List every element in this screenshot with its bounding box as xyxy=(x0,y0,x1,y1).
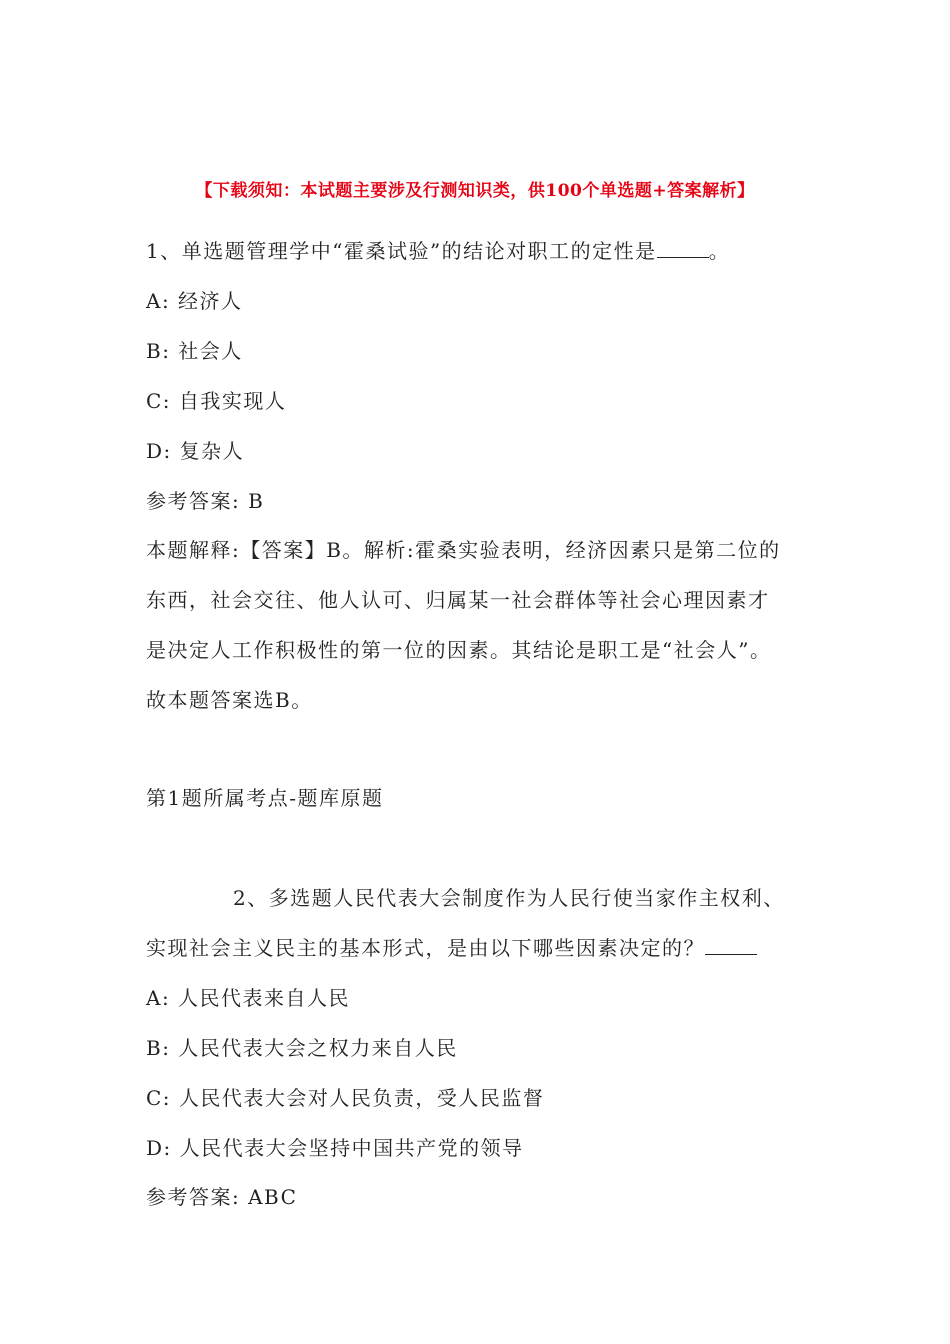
q2-answer-blank xyxy=(705,936,757,955)
q2-answer: 参考答案: ABC xyxy=(146,1185,298,1209)
q1-explanation-line: 是决定人工作积极性的第一位的因素。其结论是职工是“社会人”。 xyxy=(146,638,772,662)
q1-explanation-line: 故本题答案选B。 xyxy=(146,688,313,712)
q2-option-d: D: 人民代表大会坚持中国共产党的领导 xyxy=(146,1136,524,1160)
download-notice: 【下载须知：本试题主要涉及行测知识类，供100个单选题+答案解析】 xyxy=(195,181,755,201)
q1-explanation-line: 东西，社会交往、他人认可、归属某一社会群体等社会心理因素才 xyxy=(146,588,770,612)
q1-option-c: C: 自我实现人 xyxy=(146,389,287,413)
q2-option-c: C: 人民代表大会对人民负责，受人民监督 xyxy=(146,1086,545,1110)
q1-option-a: A: 经济人 xyxy=(146,289,243,313)
q2-option-a: A: 人民代表来自人民 xyxy=(146,986,351,1010)
q1-answer-blank xyxy=(657,239,709,258)
q1-topic: 第1题所属考点-题库原题 xyxy=(146,786,384,810)
q1-option-b: B: 社会人 xyxy=(146,339,243,363)
q2-stem-text: 实现社会主义民主的基本形式，是由以下哪些因素决定的？ xyxy=(146,936,705,960)
q1-stem-text: 1、单选题管理学中“霍桑试验”的结论对职工的定性是 xyxy=(146,239,657,263)
q1-explanation-line: 本题解释:【答案】B。解析:霍桑实验表明，经济因素只是第二位的 xyxy=(146,538,781,562)
q2-stem-line2 xyxy=(146,934,757,962)
q2-option-b: B: 人民代表大会之权力来自人民 xyxy=(146,1036,458,1060)
q1-option-d: D: 复杂人 xyxy=(146,439,245,463)
q1-stem-end: 。 xyxy=(708,239,731,263)
q1-answer: 参考答案: B xyxy=(146,489,265,513)
q1-stem xyxy=(146,237,730,265)
q2-stem-line1: 2、多选题人民代表大会制度作为人民行使当家作主权利、 xyxy=(233,886,785,910)
